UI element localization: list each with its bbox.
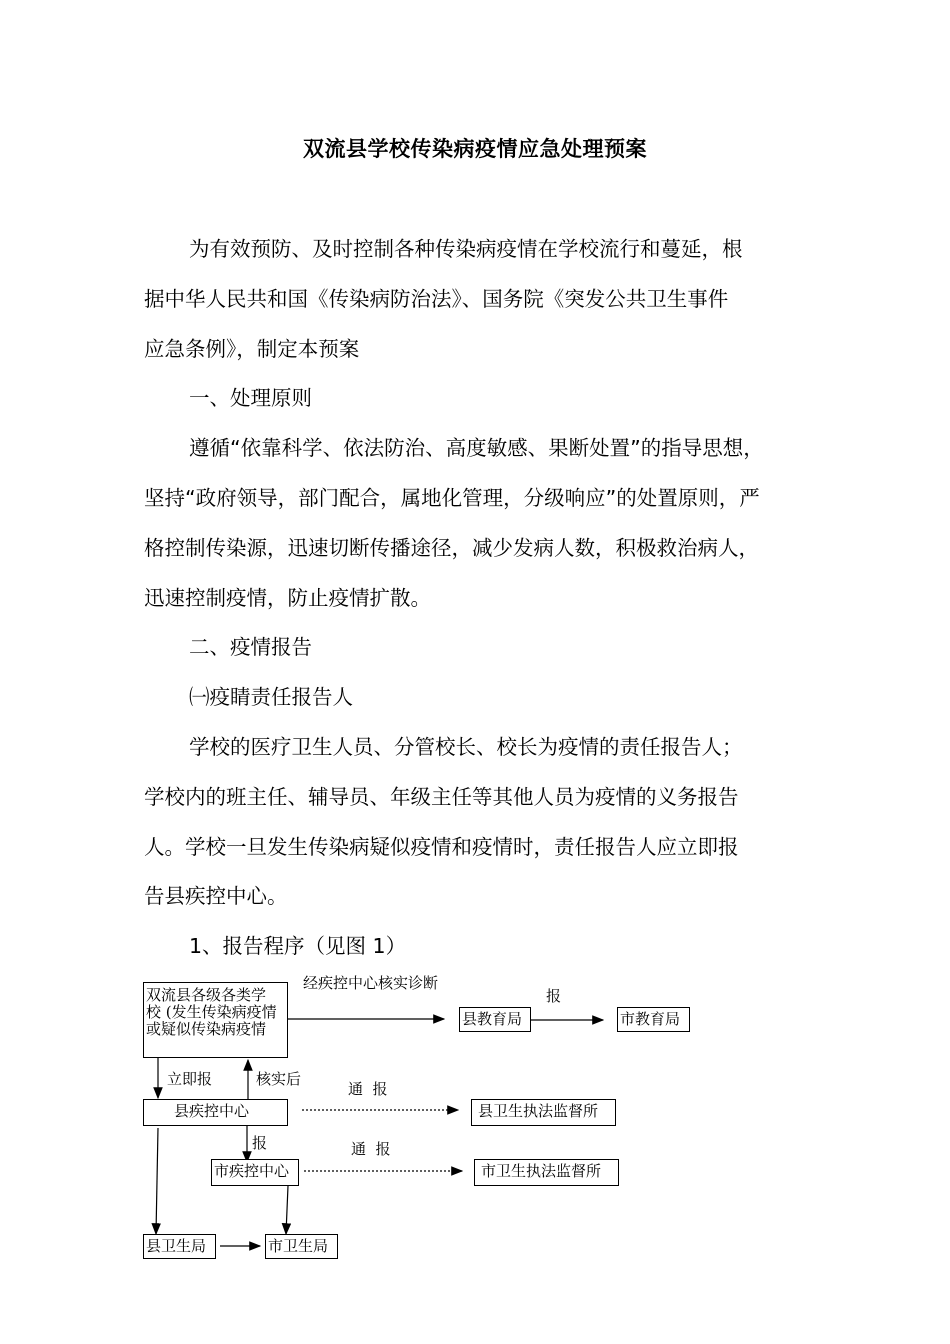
city-health-bureau-box: 市卫生局 (265, 1234, 338, 1259)
paragraph-line: 为有效预防、及时控制各种传染病疫情在学校流行和蔓延，根 (189, 237, 743, 261)
paragraph-line: 据中华人民共和国《传染病防治法》、国务院《突发公共卫生事件 (144, 287, 729, 311)
paragraph-line: 坚持“政府领导，部门配合，属地化管理，分级响应”的处置原则，严 (144, 486, 760, 510)
label-after-verification: 核实后 (256, 1070, 302, 1088)
paragraph-line: 学校内的班主任、辅导员、年级主任等其他人员为疫情的义务报告 (144, 785, 739, 809)
label-report: 报 (546, 987, 562, 1005)
subsection-heading: 1、报告程序（见图 1） (189, 934, 407, 958)
school-box-line: 双流县各级各类学 (146, 986, 267, 1004)
subsection-heading: ㈠疫睛责任报告人 (189, 685, 353, 709)
paragraph-line: 迅速控制疫情，防止疫情扩散。 (144, 586, 431, 610)
label-report-city-cdc: 报 (252, 1134, 268, 1152)
arrow-city-cdc-to-city-health (286, 1186, 288, 1234)
arrow-county-cdc-to-county-health (156, 1128, 158, 1234)
city-health-supervision-box: 市卫生执法监督所 (474, 1159, 619, 1186)
paragraph-line: 告县疾控中心。 (144, 884, 288, 908)
label-verified-diagnosis: 经疾控中心核实诊断 (303, 974, 439, 992)
county-cdc-box: 县疾控中心 (143, 1099, 288, 1126)
school-box-line: 校 (发生传染病疫情 (146, 1003, 277, 1021)
school-box-line: 或疑似传染病疫情 (146, 1020, 267, 1038)
section-heading: 二、疫情报告 (189, 635, 312, 659)
county-health-supervision-box: 县卫生执法监督所 (471, 1099, 616, 1126)
paragraph-line: 格控制传染源，迅速切断传播途径，减少发病人数，积极救治病人， (144, 536, 759, 560)
label-notify-city: 通 报 (351, 1140, 391, 1158)
county-health-bureau-box: 县卫生局 (143, 1234, 216, 1259)
school-box (143, 982, 288, 1058)
paragraph-line: 学校的医疗卫生人员、分管校长、校长为疫情的责任报告人； (189, 735, 743, 759)
label-report-immediately: 立即报 (167, 1070, 213, 1088)
paragraph-line: 人。学校一旦发生传染病疑似疫情和疫情时，责任报告人应立即报 (144, 835, 739, 859)
document-title: 双流县学校传染病疫情应急处理预案 (303, 137, 647, 161)
city-education-bureau-box: 市教育局 (617, 1007, 690, 1032)
city-cdc-box: 市疾控中心 (211, 1159, 299, 1186)
paragraph-line: 应急条例》，制定本预案 (144, 337, 360, 361)
county-education-bureau-box: 县教育局 (459, 1007, 531, 1032)
label-notify-county: 通 报 (348, 1080, 388, 1098)
section-heading: 一、处理原则 (189, 386, 312, 410)
paragraph-line: 遵循“依靠科学、依法防治、高度敏感、果断处置”的指导思想， (189, 436, 764, 460)
